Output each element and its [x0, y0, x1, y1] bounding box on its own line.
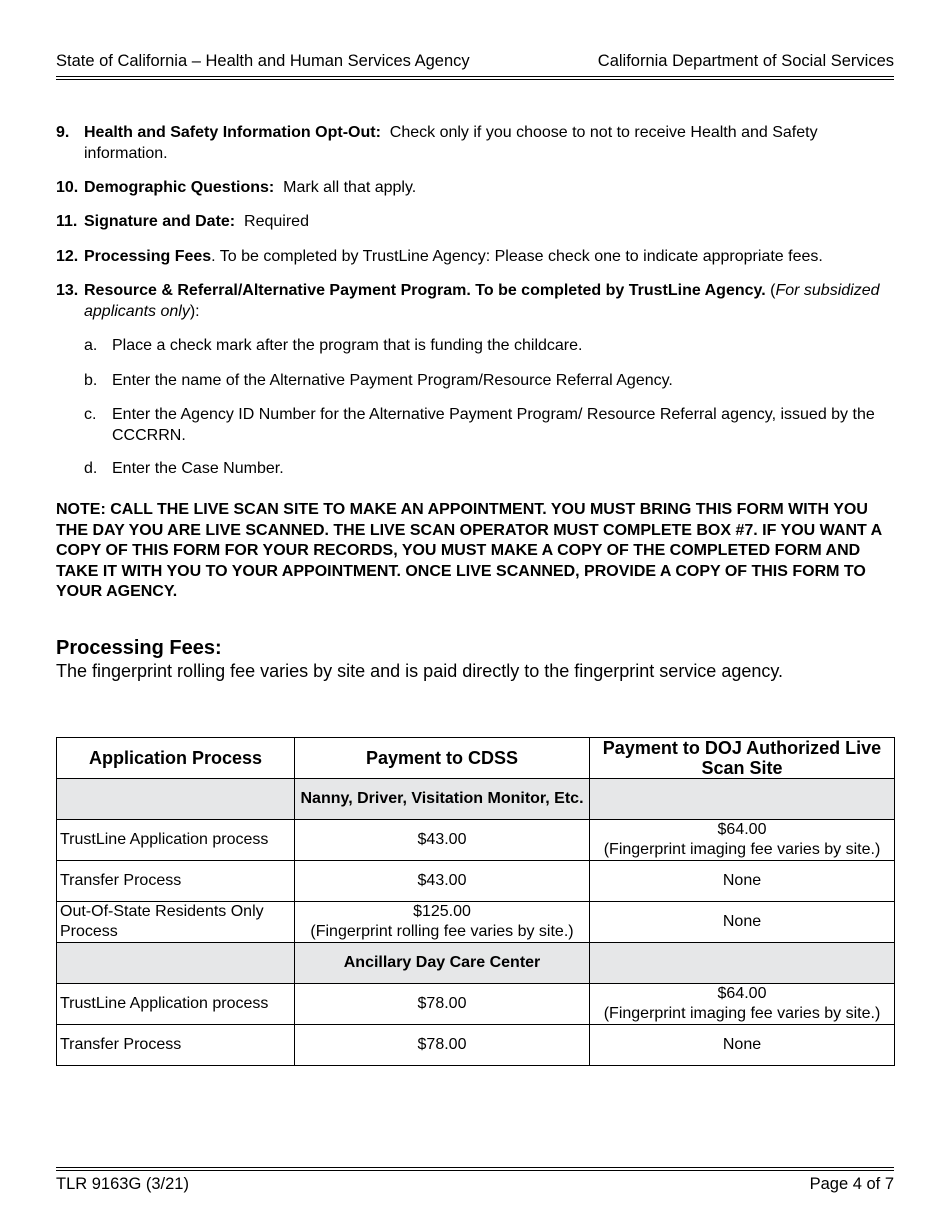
- sub-item-text: Enter the Agency ID Number for the Alternative Payment Program/ Resource Referral agency, issued by the CCCRRN.: [112, 406, 875, 444]
- item-number: 12.: [56, 248, 79, 265]
- sub-item-letter: c.: [84, 406, 97, 423]
- instruction-item-12: [56, 246, 894, 267]
- item-number: 11.: [56, 213, 78, 230]
- sub-item-letter: d.: [84, 460, 98, 477]
- cdss-fee-amount: $125.00: [413, 903, 471, 920]
- item-text-close: ):: [189, 303, 200, 320]
- table-row: [57, 861, 895, 902]
- item-text-open: (: [770, 282, 776, 299]
- column-header-payment-doj: Payment to DOJ Authorized Live Scan Site: [590, 738, 895, 779]
- item-text: Mark all that apply.: [283, 179, 417, 196]
- item-heading: Resource & Referral/Alternative Payment Program. To be completed by TrustLine Agency.: [84, 282, 766, 299]
- table-cell: [57, 779, 295, 820]
- table-row: [57, 902, 895, 943]
- form-id: TLR 9163G (3/21): [56, 1175, 189, 1193]
- sub-item-text: Place a check mark after the program that is funding the childcare.: [112, 337, 583, 354]
- page-number: Page 4 of 7: [809, 1175, 894, 1193]
- table-row: [57, 820, 895, 861]
- column-header-payment-cdss: Payment to CDSS: [295, 738, 590, 779]
- cdss-fee-note: (Fingerprint rolling fee varies by site.): [310, 923, 574, 940]
- sub-item-text: Enter the Case Number.: [112, 460, 284, 477]
- table-cell-process: Transfer Process: [57, 861, 295, 902]
- processing-fees-title: Processing Fees:: [56, 637, 222, 659]
- item-number: 13.: [56, 282, 79, 299]
- instruction-item-9: [56, 122, 894, 164]
- item-text: Required: [244, 213, 309, 230]
- instruction-item-10: [56, 177, 894, 198]
- doj-fee-note: (Fingerprint imaging fee varies by site.): [603, 841, 881, 858]
- sub-item-letter: b.: [84, 372, 98, 389]
- table-cell-process: TrustLine Application process: [57, 820, 295, 861]
- table-cell-doj-fee: None: [590, 861, 895, 902]
- column-header-application-process: Application Process: [57, 738, 295, 779]
- table-cell: [57, 943, 295, 984]
- header-department: California Department of Social Services: [597, 52, 894, 70]
- item-text: Check only if you choose to not to receive Health and Safety information.: [84, 124, 818, 162]
- table-cell-cdss-fee: $78.00: [295, 984, 590, 1025]
- table-cell-doj-fee: None: [590, 902, 895, 943]
- table-cell-cdss-fee: [295, 902, 590, 943]
- sub-item-d: [84, 458, 894, 479]
- item-heading: Demographic Questions:: [84, 179, 275, 196]
- item-italic-text: For subsidized applicants only: [84, 282, 880, 320]
- table-section-row: [57, 779, 895, 820]
- table-cell-process: Out-Of-State Residents Only Process: [57, 902, 295, 943]
- footer-rule: [56, 1167, 894, 1171]
- sub-item-c: [84, 404, 894, 446]
- instruction-item-11: [56, 211, 894, 232]
- table-cell-cdss-fee: $43.00: [295, 861, 590, 902]
- sub-item-letter: a.: [84, 337, 98, 354]
- header-agency: State of California – Health and Human Services Agency: [56, 52, 470, 70]
- item-number: 9.: [56, 124, 70, 141]
- table-cell-doj-fee: [590, 820, 895, 861]
- table-cell-process: Transfer Process: [57, 1025, 295, 1066]
- table-row: [57, 984, 895, 1025]
- item-heading: Signature and Date:: [84, 213, 236, 230]
- table-cell: [590, 779, 895, 820]
- doj-fee-amount: $64.00: [717, 985, 767, 1002]
- item-text: . To be completed by TrustLine Agency: Please check one to indicate appropriate fees.: [211, 248, 823, 265]
- doj-fee-note: (Fingerprint imaging fee varies by site.): [603, 1005, 881, 1022]
- sub-item-a: [84, 335, 894, 356]
- table-cell-doj-fee: None: [590, 1025, 895, 1066]
- table-header-row: [57, 738, 895, 779]
- table-cell-process: TrustLine Application process: [57, 984, 295, 1025]
- item-heading: Health and Safety Information Opt-Out:: [84, 124, 381, 141]
- table-cell-cdss-fee: $43.00: [295, 820, 590, 861]
- table-section-row: [57, 943, 895, 984]
- doj-fee-amount: $64.00: [717, 821, 767, 838]
- table-cell: [590, 943, 895, 984]
- table-cell-doj-fee: [590, 984, 895, 1025]
- sub-item-text: Enter the name of the Alternative Payment Program/Resource Referral Agency.: [112, 372, 673, 389]
- header-rule: [56, 76, 894, 80]
- item-heading: Processing Fees: [84, 248, 212, 265]
- fees-table: [56, 737, 895, 1066]
- live-scan-note: NOTE: CALL THE LIVE SCAN SITE TO MAKE AN APPOINTMENT. YOU MUST BRING THIS FORM WITH YOU THE DAY YOU ARE LIVE SCANNED. THE LIVE SCAN OPERATOR MUST COMPLETE BOX #7. IF YOU WANT A COPY OF THIS FORM FOR YOUR RECORDS, YOU MUST MAKE A COPY OF THE COMPLETED FORM AND TAKE IT WITH YOU TO YOUR APPOINTMENT. ONCE LIVE SCANNED, PROVIDE A COPY OF THIS FORM TO YOUR AGENCY.: [56, 501, 882, 600]
- section-label-ancillary: Ancillary Day Care Center: [295, 943, 590, 984]
- page-header: [56, 52, 894, 71]
- table-row: [57, 1025, 895, 1066]
- processing-fees-description: The fingerprint rolling fee varies by site and is paid directly to the fingerprint service agency.: [56, 661, 784, 681]
- section-label-nanny: Nanny, Driver, Visitation Monitor, Etc.: [295, 779, 590, 820]
- table-cell-cdss-fee: $78.00: [295, 1025, 590, 1066]
- page-footer: [56, 1175, 894, 1194]
- instruction-item-13: [56, 280, 894, 322]
- item-number: 10.: [56, 179, 79, 196]
- sub-item-b: [84, 370, 894, 391]
